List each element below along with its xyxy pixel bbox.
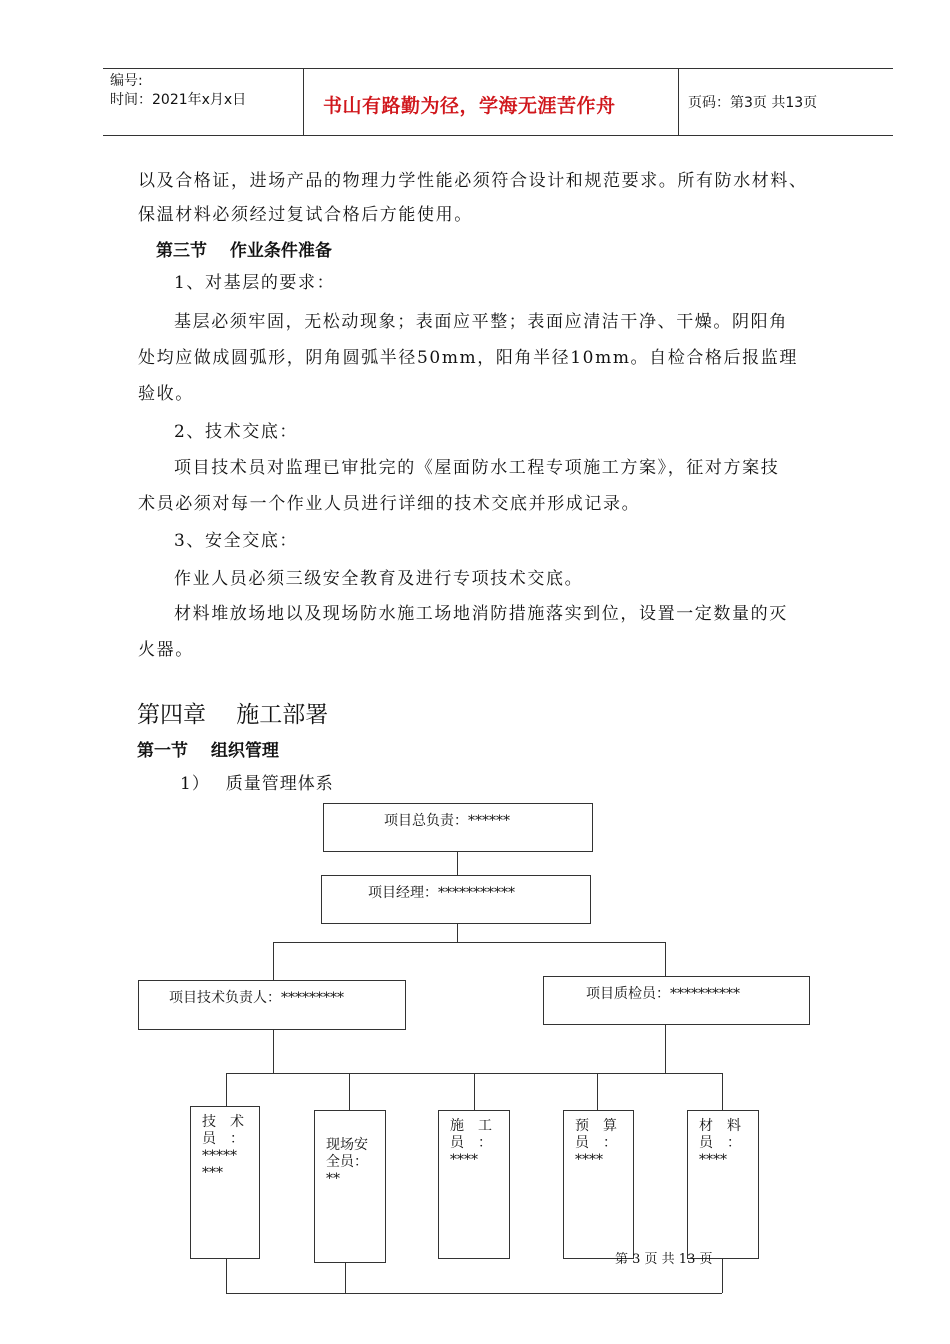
connector-line: [273, 942, 665, 943]
page-footer: 第 3 页 共 13 页: [615, 1252, 713, 1267]
org-node-tech-staff: [190, 1106, 260, 1259]
section-title: 第一节 组织管理: [137, 741, 279, 761]
paragraph-line: 验收。: [138, 384, 194, 404]
serial-label: 编号:: [110, 73, 143, 89]
org-node-label: 项目总负责：******: [384, 813, 510, 829]
connector-line: [457, 851, 458, 875]
chapter-title: 第四章 施工部署: [137, 702, 329, 728]
paragraph-line: 作业人员必须三级安全教育及进行专项技术交底。: [174, 569, 584, 589]
org-node-manager: [321, 875, 591, 924]
paragraph-line: 材料堆放场地以及现场防水施工场地消防措施落实到位，设置一定数量的灭: [174, 604, 788, 624]
connector-line: [349, 1073, 350, 1110]
org-node-budget-staff: [563, 1110, 634, 1259]
header-top-rule: [103, 68, 893, 69]
item-title: 1、对基层的要求：: [174, 273, 336, 293]
paragraph-line: 以及合格证，进场产品的物理力学性能必须符合设计和规范要求。所有防水材料、: [138, 171, 808, 191]
item-title: 2、技术交底：: [174, 422, 299, 442]
org-node-label: 项目质检员：**********: [586, 986, 740, 1002]
org-node-safety-staff: [314, 1110, 386, 1263]
header-divider-right: [678, 68, 679, 136]
connector-line: [345, 1262, 346, 1293]
org-node-qc: [543, 976, 810, 1025]
org-node-label: 施 工 员 ： ****: [450, 1118, 492, 1168]
org-node-tech-lead: [138, 980, 406, 1030]
org-node-material-staff: [687, 1110, 759, 1259]
connector-line: [273, 942, 274, 980]
connector-line: [665, 942, 666, 976]
paragraph-line: 术员必须对每一个作业人员进行详细的技术交底并形成记录。: [138, 494, 641, 514]
connector-line: [226, 1293, 722, 1294]
header-motto: 书山有路勤为径，学海无涯苦作舟: [323, 95, 616, 117]
paragraph-line: 基层必须牢固，无松动现象；表面应平整；表面应清洁干净、干燥。阴阳角: [174, 312, 788, 332]
org-node-label: 项目经理：***********: [368, 885, 515, 901]
page-info: 页码：第3页 共13页: [688, 95, 818, 111]
connector-line: [722, 1073, 723, 1110]
paragraph-line: 保温材料必须经过复试合格后方能使用。: [138, 205, 473, 225]
header-divider-left: [303, 68, 304, 136]
header-bottom-rule: [103, 135, 893, 136]
connector-line: [273, 1029, 274, 1073]
connector-line: [226, 1258, 227, 1293]
org-node-label: 技 术 员 ： ***** ***: [202, 1114, 244, 1181]
date-label: 时间：2021年x月x日: [110, 92, 247, 108]
org-node-label: 现场安 全员： **: [326, 1137, 368, 1187]
org-node-construction-staff: [438, 1110, 510, 1259]
connector-line: [457, 923, 458, 942]
connector-line: [226, 1073, 227, 1107]
subsection-title: 1） 质量管理体系: [180, 774, 334, 794]
connector-line: [722, 1258, 723, 1293]
org-node-label: 材 料 员 ： ****: [699, 1118, 741, 1168]
paragraph-line: 项目技术员对监理已审批完的《屋面防水工程专项施工方案》，征对方案技: [174, 458, 780, 478]
org-node-label: 预 算 员 ： ****: [575, 1118, 617, 1168]
org-node-label: 项目技术负责人：*********: [169, 990, 344, 1006]
connector-line: [474, 1073, 475, 1110]
connector-line: [665, 1024, 666, 1073]
paragraph-line: 火器。: [138, 640, 194, 660]
connector-line: [597, 1073, 598, 1110]
section-title: 第三节 作业条件准备: [156, 241, 332, 261]
paragraph-line: 处均应做成圆弧形，阴角圆弧半径50mm，阳角半径10mm。自检合格后报监理: [138, 348, 798, 368]
org-node-top: [323, 803, 593, 852]
item-title: 3、安全交底：: [174, 531, 299, 551]
